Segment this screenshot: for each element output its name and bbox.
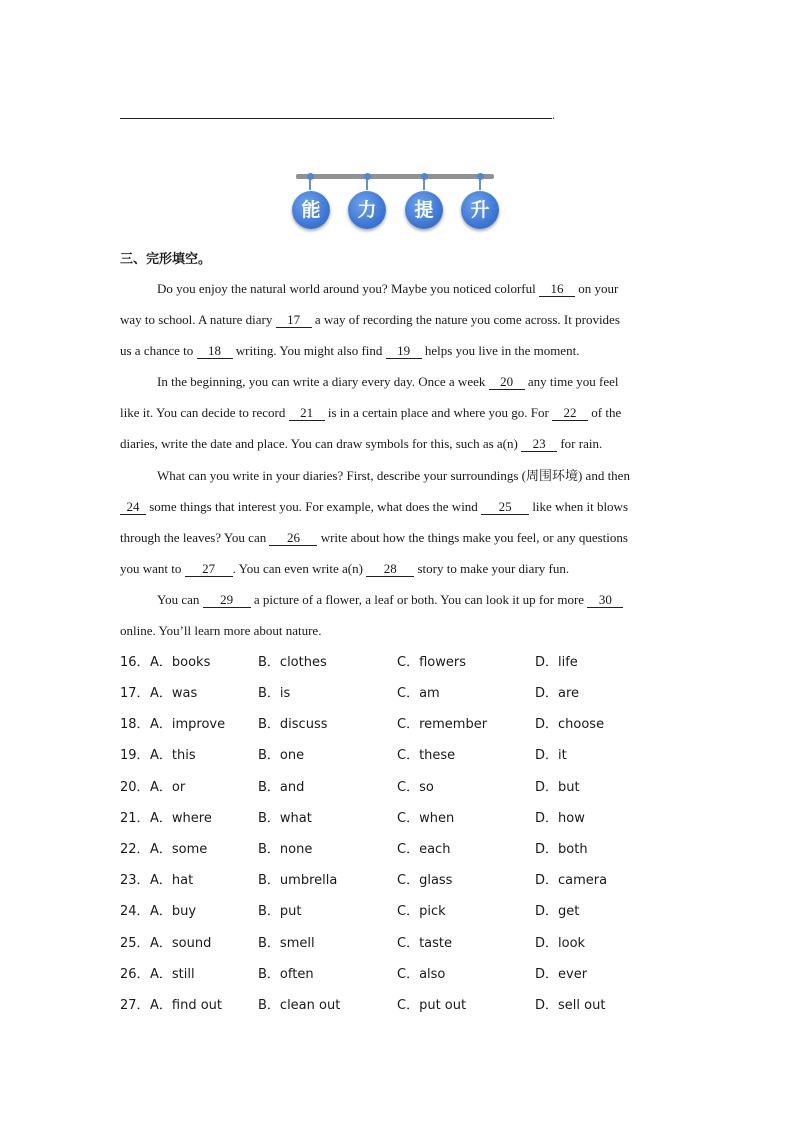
answer-line-period: .: [552, 108, 555, 122]
passage-text: write about how the things make you feel, or any questions: [317, 530, 628, 545]
passage-text: us a chance to: [120, 343, 197, 358]
banner-char: 力: [348, 191, 386, 229]
option-a[interactable]: A．some: [150, 842, 208, 857]
option-c[interactable]: C．when: [397, 811, 455, 826]
option-b[interactable]: B．clean out: [258, 998, 341, 1013]
passage-text: helps you live in the moment.: [421, 343, 580, 358]
option-a[interactable]: A．where: [150, 811, 212, 826]
question-number: 17．: [120, 686, 150, 701]
blank-19[interactable]: 19: [386, 344, 422, 359]
banner-char: 升: [461, 191, 499, 229]
option-c[interactable]: C．flowers: [397, 655, 466, 670]
option-c[interactable]: C．also: [397, 967, 446, 982]
blank-25[interactable]: 25: [481, 500, 529, 515]
passage-text: writing. You might also find: [232, 343, 386, 358]
blank-18[interactable]: 18: [197, 344, 233, 359]
option-d[interactable]: D．how: [535, 811, 585, 826]
banner-char: 提: [405, 191, 443, 229]
passage-line: [120, 311, 620, 329]
question-number: 26．: [120, 967, 150, 982]
passage-text: like when it blows: [529, 499, 628, 514]
option-b[interactable]: B．none: [258, 842, 313, 857]
answer-line: [120, 118, 552, 119]
option-d[interactable]: D．choose: [535, 717, 605, 732]
blank-20[interactable]: 20: [489, 375, 525, 390]
question-number: 23．: [120, 873, 150, 888]
blank-22[interactable]: 22: [552, 406, 588, 421]
passage-line: [120, 498, 628, 516]
passage-line: [120, 342, 579, 360]
question-number: 18．: [120, 717, 150, 732]
question-number: 24．: [120, 904, 150, 919]
passage-line: [157, 280, 618, 298]
blank-21[interactable]: 21: [289, 406, 325, 421]
banner-node: [364, 173, 371, 180]
passage-text: You can: [157, 592, 203, 607]
section-heading: 三、完形填空。: [120, 252, 212, 267]
passage-text: is in a certain place and where you go. For: [324, 405, 553, 420]
passage-text: of the: [588, 405, 622, 420]
question-number: 25．: [120, 936, 150, 951]
option-c[interactable]: C．taste: [397, 936, 453, 951]
option-d[interactable]: D．but: [535, 780, 580, 795]
option-d[interactable]: D．camera: [535, 873, 608, 888]
passage-line: [157, 467, 630, 485]
option-a[interactable]: A．hat: [150, 873, 194, 888]
option-b[interactable]: B．umbrella: [258, 873, 338, 888]
blank-29[interactable]: 29: [203, 593, 251, 608]
passage-text: through the leaves? You can: [120, 530, 270, 545]
option-b[interactable]: B．often: [258, 967, 314, 982]
passage-text: online. You’ll learn more about nature.: [120, 623, 322, 638]
option-a[interactable]: A．was: [150, 686, 198, 701]
passage-text: . You can even write a(n): [232, 561, 367, 576]
question-number: 21．: [120, 811, 150, 826]
passage-line: [120, 529, 628, 547]
question-number: 27．: [120, 998, 150, 1013]
blank-26[interactable]: 26: [269, 531, 317, 546]
option-c[interactable]: C．these: [397, 748, 456, 763]
option-d[interactable]: D．are: [535, 686, 580, 701]
option-c[interactable]: C．so: [397, 780, 434, 795]
blank-17[interactable]: 17: [276, 313, 312, 328]
option-a[interactable]: A．books: [150, 655, 211, 670]
ability-banner: [292, 172, 498, 234]
blank-30[interactable]: 30: [587, 593, 623, 608]
blank-27[interactable]: 27: [185, 562, 233, 577]
option-a[interactable]: A．or: [150, 780, 186, 795]
option-c[interactable]: C．pick: [397, 904, 446, 919]
option-b[interactable]: B．what: [258, 811, 312, 826]
passage-text: What can you write in your diaries? First, describe your surroundings (周围环境) and then: [157, 468, 630, 483]
blank-23[interactable]: 23: [521, 437, 557, 452]
passage-line: [120, 404, 621, 422]
option-b[interactable]: B．one: [258, 748, 305, 763]
passage-text: on your: [574, 281, 619, 296]
option-a[interactable]: A．improve: [150, 717, 226, 732]
question-number: 22．: [120, 842, 150, 857]
passage-text: Do you enjoy the natural world around you? Maybe you noticed colorful: [157, 281, 539, 296]
option-d[interactable]: D．both: [535, 842, 588, 857]
option-a[interactable]: A．still: [150, 967, 195, 982]
option-c[interactable]: C．remember: [397, 717, 488, 732]
option-c[interactable]: C．am: [397, 686, 440, 701]
passage-text: diaries, write the date and place. You can draw symbols for this, such as a(n): [120, 436, 522, 451]
passage-line: [120, 622, 321, 640]
passage-line: [157, 591, 623, 609]
passage-text: like it. You can decide to record: [120, 405, 289, 420]
banner-node: [421, 173, 428, 180]
option-b[interactable]: B．discuss: [258, 717, 328, 732]
passage-text: story to make your diary fun.: [414, 561, 570, 576]
option-d[interactable]: D．look: [535, 936, 586, 951]
passage-text: a picture of a flower, a leaf or both. You can look it up for more: [250, 592, 588, 607]
option-b[interactable]: B．and: [258, 780, 305, 795]
option-a[interactable]: A．sound: [150, 936, 212, 951]
banner-char: 能: [292, 191, 330, 229]
option-b[interactable]: B．put: [258, 904, 302, 919]
blank-24[interactable]: 24: [120, 500, 146, 515]
banner-node: [477, 173, 484, 180]
passage-text: for rain.: [557, 436, 603, 451]
passage-text: some things that interest you. For example, what does the wind: [146, 499, 482, 514]
passage-text: any time you feel: [524, 374, 619, 389]
option-c[interactable]: C．glass: [397, 873, 453, 888]
option-a[interactable]: A．find out: [150, 998, 222, 1013]
option-c[interactable]: C．put out: [397, 998, 467, 1013]
passage-text: you want to: [120, 561, 185, 576]
passage-text: way to school. A nature diary: [120, 312, 276, 327]
option-d[interactable]: D．get: [535, 904, 580, 919]
passage-line: [120, 560, 569, 578]
option-d[interactable]: D．ever: [535, 967, 588, 982]
option-b[interactable]: B．is: [258, 686, 291, 701]
option-a[interactable]: A．buy: [150, 904, 197, 919]
passage-text: a way of recording the nature you come across. It provides: [311, 312, 620, 327]
option-d[interactable]: D．life: [535, 655, 578, 670]
option-d[interactable]: D．sell out: [535, 998, 606, 1013]
blank-28[interactable]: 28: [366, 562, 414, 577]
option-a[interactable]: A．this: [150, 748, 196, 763]
passage-line: [120, 435, 602, 453]
blank-16[interactable]: 16: [539, 282, 575, 297]
passage-line: [157, 373, 618, 391]
passage-text: In the beginning, you can write a diary every day. Once a week: [157, 374, 489, 389]
option-b[interactable]: B．clothes: [258, 655, 327, 670]
banner-hanger-bar: [296, 174, 494, 179]
banner-node: [307, 173, 314, 180]
question-number: 19．: [120, 748, 150, 763]
option-c[interactable]: C．each: [397, 842, 451, 857]
question-number: 16．: [120, 655, 150, 670]
option-d[interactable]: D．it: [535, 748, 567, 763]
question-number: 20．: [120, 780, 150, 795]
option-b[interactable]: B．smell: [258, 936, 315, 951]
